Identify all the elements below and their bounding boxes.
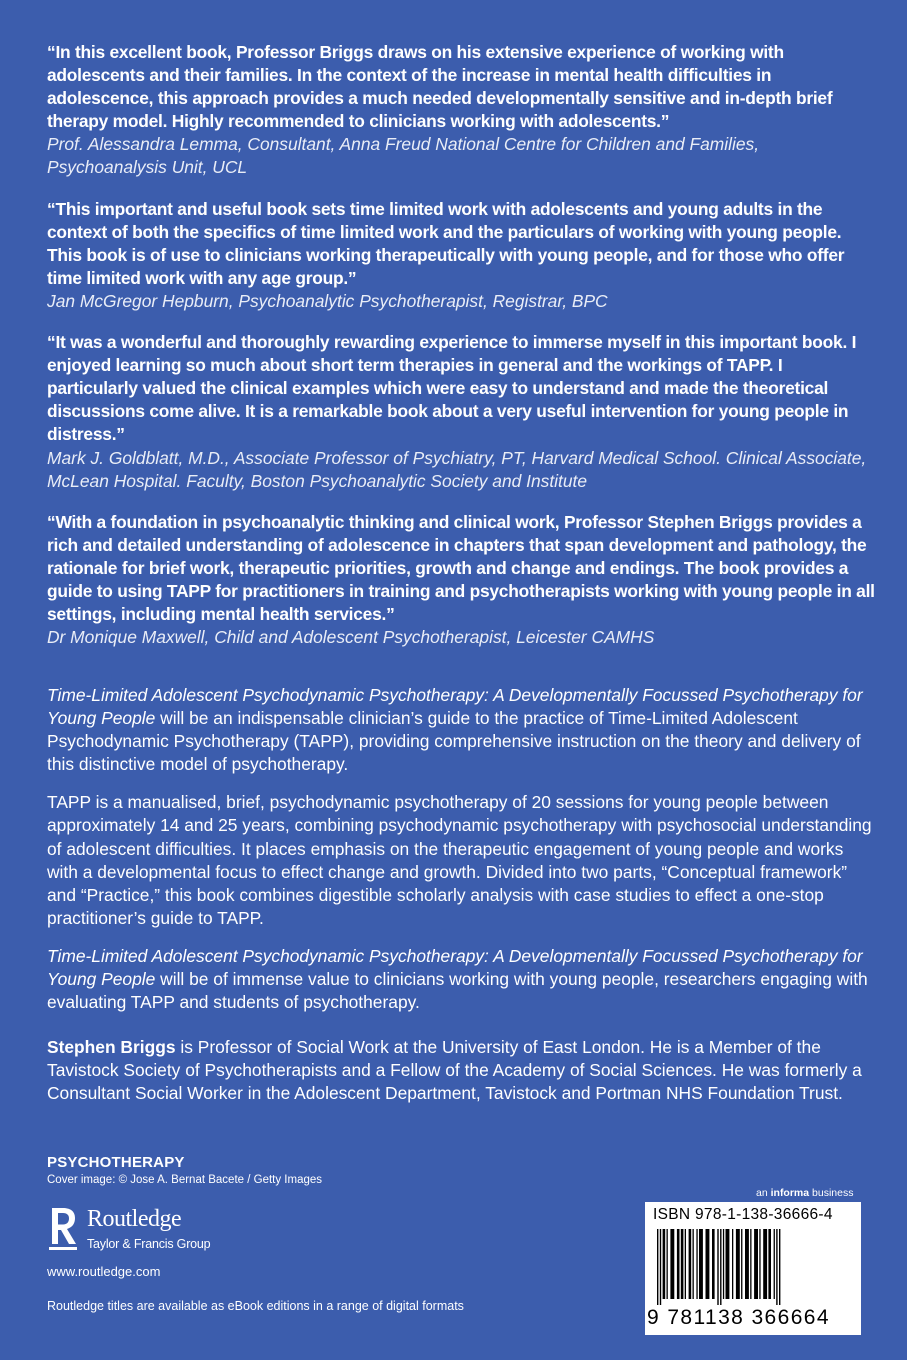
author-bio-text: is Professor of Social Work at the University of East London. He is a Member of the Tavistock Society of Psychotherapists and a Fellow of the Academy of Social Sciences. He was formerly a Consultant Social Worker in the Adolescent Department, Tavistock and Portman NHS Foundation Trust. (47, 1037, 862, 1104)
description-paragraph (47, 945, 877, 1014)
barcode-bar (763, 1229, 767, 1299)
endorsement (47, 41, 877, 180)
endorsement-quote: “In this excellent book, Professor Briggs draws on his extensive experience of working with adolescents and their families. In the context of the increase in mental health difficulties in adolescence, this approach provides a much needed developmentally sensitive and in-depth brief therapy model. Highly recommended to clinicians working with adolescents.” (47, 42, 833, 132)
barcode-bar (774, 1229, 775, 1299)
subject-category: PSYCHOTHERAPY (47, 1154, 185, 1171)
endorsement (47, 331, 877, 493)
barcode-bar (717, 1229, 718, 1305)
barcode-bar (696, 1229, 697, 1299)
informa-prefix: an (756, 1187, 771, 1199)
barcode-bar (677, 1229, 680, 1299)
barcode-bar (736, 1229, 740, 1299)
description-text: will be of immense value to clinicians working with young people, researchers engaging with evaluating TAPP and students of psychotherapy. (47, 969, 868, 1013)
barcode-bar (741, 1229, 742, 1299)
endorsement-quote: “With a foundation in psychoanalytic thinking and clinical work, Professor Stephen Briggs provides a rich and detailed understanding of adolescence in chapters that span development and pathology, the rationale for brief work, therapeutic priorities, growth and change and endings. The book provides a guide to using TAPP for practitioners in training and psychotherapists working with young people in all settings, including mental health services.” (47, 511, 875, 625)
endorsement-quote: “This important and useful book sets time limited work with adolescents and young adults in the context of both the specifics of time limited work and the particulars of working with young people. This book is of use to clinicians working therapeutically with young people, and for those who offer time limited work with any age group.” (47, 198, 845, 288)
barcode-bar (660, 1229, 661, 1305)
publisher-website[interactable]: www.routledge.com (47, 1264, 161, 1279)
endorsement (47, 198, 877, 313)
barcode-bar (754, 1229, 758, 1299)
barcode-bar (699, 1229, 703, 1299)
book-title-italic: Time-Limited Adolescent Psychodynamic Psychotherapy: A Developmentally Focussed Psychotherapy for Young People (47, 685, 863, 729)
endorsement-attribution: Mark J. Goldblatt, M.D., Associate Professor of Psychiatry, PT, Harvard Medical School. Clinical Associate, McLean Hospital. Faculty, Boston Psychoanalytic Society and Institute (47, 447, 867, 491)
endorsement (47, 511, 877, 650)
barcode-bar (726, 1229, 730, 1299)
endorsements (47, 41, 877, 667)
ebook-note: Routledge titles are available as eBook editions in a range of digital formats (47, 1299, 464, 1313)
endorsement-attribution: Dr Monique Maxwell, Child and Adolescent Psychotherapist, Leicester CAMHS (47, 627, 655, 648)
barcode-bar (657, 1229, 658, 1305)
publisher-group: Taylor & Francis Group (87, 1237, 211, 1251)
author-name: Stephen Briggs (47, 1037, 176, 1057)
description-paragraph: TAPP is a manualised, brief, psychodynamic psychotherapy of 20 sessions for young people between approximately 14 and 25 years, combining psychodynamic psychotherapy with psychosocial understanding of adolescent difficulties. It places emphasis on the therapeutic engagement of young people and works with a developmental focus to effect change and growth. Divided into two parts, “Conceptual framework” and “Practice,” this book combines digestible scholarly analysis with case studies to effect a one-stop practitioner’s guide to TAPP. (47, 792, 872, 928)
barcode-bar (768, 1229, 771, 1299)
barcode-bar (776, 1229, 777, 1305)
description-paragraph (47, 684, 877, 776)
barcode-bar (693, 1229, 694, 1299)
barcode-bar (663, 1229, 666, 1299)
barcode-bar (706, 1229, 710, 1299)
publisher-name: Routledge (87, 1206, 182, 1232)
barcode-bar (745, 1229, 749, 1299)
barcode-bar (732, 1229, 733, 1299)
isbn-label: ISBN 978-1-138-36666-4 (653, 1206, 833, 1223)
endorsement-attribution: Prof. Alessandra Lemma, Consultant, Anna Freud National Centre for Children and Families, Psychoanalysis Unit, UCL (47, 134, 760, 178)
description-text: will be an indispensable clinician’s guide to the practice of Time-Limited Adolescent Psychodynamic Psychotherapy (TAPP), providing comprehensive instruction on the theory and delivery of this distinctive model of psychotherapy. (47, 708, 861, 775)
barcode-bar (759, 1229, 760, 1299)
book-description (47, 684, 877, 1029)
endorsement-attribution: Jan McGregor Hepburn, Psychoanalytic Psychotherapist, Registrar, BPC (47, 290, 608, 311)
isbn-barcode (645, 1202, 861, 1335)
informa-suffix: business (809, 1187, 854, 1199)
barcode-bar (723, 1229, 724, 1299)
informa-business-label (756, 1187, 853, 1199)
barcode-bar (750, 1229, 751, 1299)
cover-credit: Cover image: © Jose A. Bernat Bacete / Getty Images (47, 1174, 323, 1186)
informa-brand: informa (770, 1187, 810, 1199)
routledge-logo (47, 1204, 267, 1256)
barcode-bar (670, 1229, 674, 1299)
barcode-digits: 9 781138 366664 (647, 1306, 830, 1329)
endorsement-quote: “It was a wonderful and thoroughly rewarding experience to immerse myself in this important book. I enjoyed learning so much about short term therapies in general and the workings of TAPP. I particularly valued the clinical examples which were easy to understand and made the theoretical discussions come alive. It is a remarkable book about a very useful intervention for young people in distress.” (47, 332, 857, 445)
barcode-bar (689, 1229, 692, 1299)
barcode-bar (667, 1229, 668, 1299)
book-title-italic: Time-Limited Adolescent Psychodynamic Psychotherapy: A Developmentally Focussed Psychotherapy for Young People (47, 945, 863, 990)
barcode-bars (653, 1229, 853, 1305)
barcode-bar (681, 1229, 684, 1299)
barcode-bar (720, 1229, 721, 1305)
author-bio (47, 1036, 877, 1105)
barcode-bar (685, 1229, 686, 1299)
barcode-bar (712, 1229, 715, 1299)
routledge-r-icon (47, 1204, 79, 1254)
barcode-bar (779, 1229, 780, 1305)
